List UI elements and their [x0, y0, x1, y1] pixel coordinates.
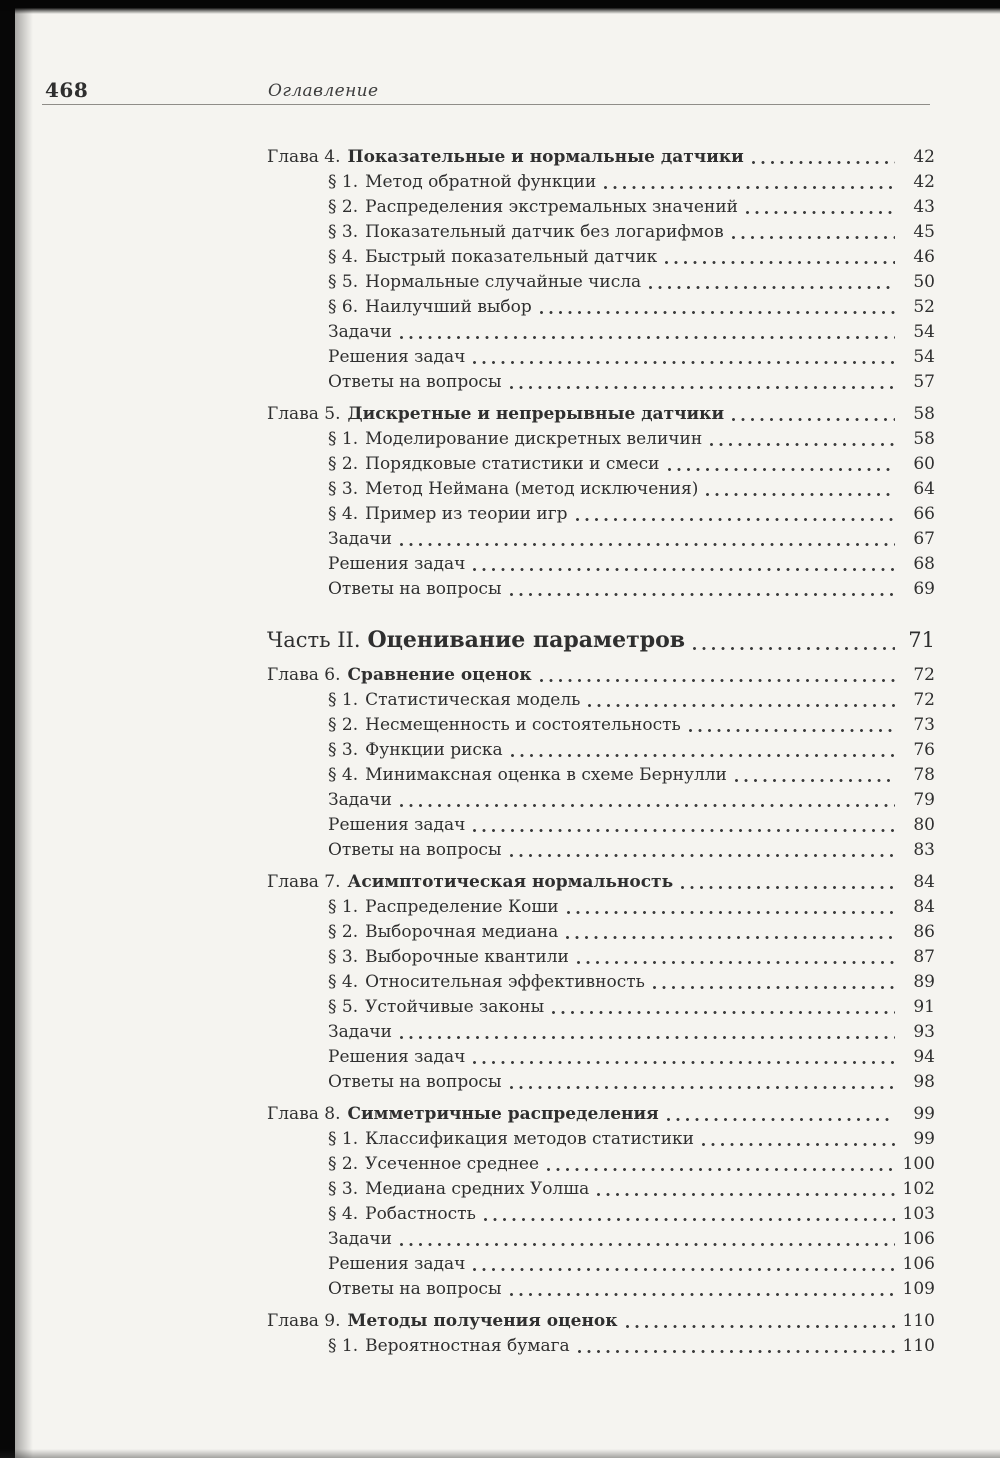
item-title: Порядковые статистики и смеси — [365, 454, 660, 474]
page-ref: 110 — [902, 1311, 935, 1331]
toc-item-row — [267, 370, 935, 395]
dot-leader — [587, 702, 895, 709]
toc-item-row — [267, 813, 935, 838]
dot-leader — [472, 566, 895, 573]
dot-leader — [399, 1034, 895, 1041]
item-title: Быстрый показательный датчик — [365, 247, 658, 267]
page-ref: 87 — [913, 947, 935, 967]
dot-leader — [539, 309, 895, 316]
page-ref: 64 — [913, 479, 935, 499]
running-title: Оглавление — [268, 81, 379, 101]
dot-leader — [625, 1323, 895, 1330]
toc-item-row — [267, 763, 935, 788]
item-title: Ответы на вопросы — [328, 840, 502, 860]
toc-item-row — [267, 895, 935, 920]
dot-leader — [472, 1059, 895, 1066]
chapter-label: Глава 8. — [267, 1104, 341, 1124]
item-title: Нормальные случайные числа — [365, 272, 642, 292]
item-title: Решения задач — [328, 347, 466, 367]
dot-leader — [509, 1291, 896, 1298]
item-title: Пример из теории игр — [365, 504, 568, 524]
dot-leader — [734, 777, 895, 784]
toc-item-row — [267, 970, 935, 995]
toc-item-row — [267, 1127, 935, 1152]
chapter-title: Дискретные и непрерывные датчики — [347, 404, 725, 424]
page-ref: 83 — [913, 840, 935, 860]
item-label: § 4. — [328, 504, 359, 524]
toc-item-row — [267, 195, 935, 220]
scan-edge-left — [0, 0, 15, 1458]
page-ref: 46 — [913, 247, 935, 267]
page-ref: 79 — [913, 790, 935, 810]
item-title: Задачи — [328, 1022, 392, 1042]
page-ref: 43 — [913, 197, 935, 217]
page-ref: 45 — [913, 222, 935, 242]
chapter-heading-row — [267, 870, 935, 895]
item-title: Выборочные квантили — [365, 947, 569, 967]
page-ref: 42 — [913, 172, 935, 192]
item-title: Показательный датчик без логарифмов — [365, 222, 724, 242]
toc-item-row — [267, 995, 935, 1020]
scan-edge-left-shadow — [15, 0, 33, 1458]
item-title: Устойчивые законы — [365, 997, 545, 1017]
dot-leader — [692, 645, 895, 652]
item-label: § 3. — [328, 1179, 359, 1199]
dot-leader — [509, 852, 896, 859]
page-number: 468 — [45, 78, 89, 102]
page-ref: 54 — [913, 322, 935, 342]
page-ref: 72 — [913, 665, 935, 685]
item-title: Усеченное среднее — [365, 1154, 540, 1174]
dot-leader — [577, 1348, 895, 1355]
page-ref: 93 — [913, 1022, 935, 1042]
item-title: Несмещенность и состоятельность — [365, 715, 681, 735]
chapter-title: Методы получения оценок — [347, 1311, 618, 1331]
toc-item-row — [267, 577, 935, 602]
chapter-title: Сравнение оценок — [347, 665, 532, 685]
item-label: § 4. — [328, 1204, 359, 1224]
item-title: Наилучший выбор — [365, 297, 532, 317]
toc-item-row — [267, 1177, 935, 1202]
dot-leader — [688, 727, 895, 734]
chapter-label: Глава 6. — [267, 665, 341, 685]
item-title: Статистическая модель — [365, 690, 581, 710]
dot-leader — [399, 1241, 895, 1248]
item-title: Задачи — [328, 790, 392, 810]
item-title: Ответы на вопросы — [328, 1279, 502, 1299]
dot-leader — [509, 591, 896, 598]
item-title: Относительная эффективность — [365, 972, 645, 992]
page-ref: 58 — [913, 404, 935, 424]
dot-leader — [652, 984, 895, 991]
toc-item-row — [267, 920, 935, 945]
toc-section — [267, 402, 935, 602]
chapter-title: Симметричные распределения — [347, 1104, 659, 1124]
item-label: § 1. — [328, 897, 359, 917]
dot-leader — [483, 1216, 895, 1223]
page-ref: 58 — [913, 429, 935, 449]
toc-item-row — [267, 345, 935, 370]
chapter-heading-row — [267, 1309, 935, 1334]
toc — [267, 138, 935, 1359]
item-title: Решения задач — [328, 554, 466, 574]
page-ref: 72 — [913, 690, 935, 710]
dot-leader — [399, 802, 895, 809]
item-label: § 1. — [328, 172, 359, 192]
toc-item-row — [267, 738, 935, 763]
dot-leader — [664, 259, 895, 266]
chapter-heading-row — [267, 402, 935, 427]
part-label: Часть II. — [267, 628, 361, 652]
toc-item-row — [267, 527, 935, 552]
item-label: § 5. — [328, 272, 359, 292]
dot-leader — [575, 516, 895, 523]
item-label: § 2. — [328, 197, 359, 217]
page-ref: 68 — [913, 554, 935, 574]
item-label: § 3. — [328, 740, 359, 760]
dot-leader — [551, 1009, 895, 1016]
page-ref: 60 — [913, 454, 935, 474]
page-ref: 86 — [913, 922, 935, 942]
item-label: § 1. — [328, 1129, 359, 1149]
toc-section — [267, 870, 935, 1095]
toc-item-row — [267, 1252, 935, 1277]
dot-leader — [751, 159, 895, 166]
toc-item-row — [267, 320, 935, 345]
page-ref: 67 — [913, 529, 935, 549]
page-ref: 99 — [913, 1129, 935, 1149]
page-ref: 110 — [902, 1336, 935, 1356]
part-title: Оценивание параметров — [367, 627, 686, 653]
toc-item-row — [267, 688, 935, 713]
dot-leader — [680, 884, 895, 891]
item-title: Классификация методов статистики — [365, 1129, 694, 1149]
page-ref: 102 — [902, 1179, 935, 1199]
part-heading-row — [267, 625, 935, 656]
item-label: § 1. — [328, 690, 359, 710]
toc-section — [267, 145, 935, 395]
page-ref: 73 — [913, 715, 935, 735]
toc-item-row — [267, 552, 935, 577]
toc-item-row — [267, 477, 935, 502]
dot-leader — [705, 491, 895, 498]
page-ref: 78 — [913, 765, 935, 785]
item-title: Моделирование дискретных величин — [365, 429, 703, 449]
dot-leader — [539, 677, 895, 684]
toc-section — [267, 1309, 935, 1359]
toc-item-row — [267, 170, 935, 195]
item-label: § 4. — [328, 765, 359, 785]
dot-leader — [565, 934, 895, 941]
item-title: Решения задач — [328, 1254, 466, 1274]
dot-leader — [603, 184, 895, 191]
item-label: § 3. — [328, 479, 359, 499]
chapter-label: Глава 9. — [267, 1311, 341, 1331]
page-ref: 54 — [913, 347, 935, 367]
item-title: Медиана средних Уолша — [365, 1179, 590, 1199]
item-title: Робастность — [365, 1204, 476, 1224]
page-ref: 94 — [913, 1047, 935, 1067]
item-label: § 2. — [328, 454, 359, 474]
toc-item-row — [267, 427, 935, 452]
item-title: Решения задач — [328, 815, 466, 835]
item-label: § 1. — [328, 1336, 359, 1356]
dot-leader — [472, 827, 895, 834]
toc-item-row — [267, 270, 935, 295]
page-ref: 42 — [913, 147, 935, 167]
item-title: Ответы на вопросы — [328, 1072, 502, 1092]
toc-item-row — [267, 1277, 935, 1302]
item-title: Задачи — [328, 322, 392, 342]
chapter-heading-row — [267, 663, 935, 688]
item-title: Метод Неймана (метод исключения) — [365, 479, 699, 499]
page-ref: 109 — [902, 1279, 935, 1299]
page-ref: 57 — [913, 372, 935, 392]
item-label: § 2. — [328, 922, 359, 942]
page-ref: 84 — [913, 872, 935, 892]
item-title: Выборочная медиана — [365, 922, 559, 942]
toc-item-row — [267, 502, 935, 527]
page-ref: 91 — [913, 997, 935, 1017]
item-label: § 4. — [328, 247, 359, 267]
dot-leader — [546, 1166, 895, 1173]
toc-item-row — [267, 713, 935, 738]
dot-leader — [709, 441, 895, 448]
dot-leader — [472, 1266, 895, 1273]
item-title: Решения задач — [328, 1047, 466, 1067]
toc-item-row — [267, 838, 935, 863]
toc-item-row — [267, 245, 935, 270]
page-ref: 99 — [913, 1104, 935, 1124]
page-ref: 98 — [913, 1072, 935, 1092]
dot-leader — [701, 1141, 895, 1148]
page-ref: 106 — [902, 1254, 935, 1274]
chapter-label: Глава 4. — [267, 147, 341, 167]
item-label: § 5. — [328, 997, 359, 1017]
dot-leader — [731, 416, 895, 423]
item-title: Ответы на вопросы — [328, 372, 502, 392]
item-title: Функции риска — [365, 740, 503, 760]
item-label: § 6. — [328, 297, 359, 317]
dot-leader — [509, 1084, 896, 1091]
dot-leader — [472, 359, 895, 366]
toc-item-row — [267, 1045, 935, 1070]
toc-item-row — [267, 1227, 935, 1252]
item-label: § 2. — [328, 715, 359, 735]
item-title: Минимаксная оценка в схеме Бернулли — [365, 765, 727, 785]
header-rule — [42, 104, 930, 105]
toc-item-row — [267, 1070, 935, 1095]
dot-leader — [667, 466, 896, 473]
page-ref: 84 — [913, 897, 935, 917]
item-label: § 3. — [328, 947, 359, 967]
item-title: Метод обратной функции — [365, 172, 597, 192]
chapter-label: Глава 7. — [267, 872, 341, 892]
chapter-heading-row — [267, 145, 935, 170]
dot-leader — [566, 909, 895, 916]
item-label: § 3. — [328, 222, 359, 242]
page-ref: 80 — [913, 815, 935, 835]
toc-item-row — [267, 220, 935, 245]
dot-leader — [648, 284, 895, 291]
item-title: Задачи — [328, 529, 392, 549]
dot-leader — [509, 384, 896, 391]
toc-section — [267, 1102, 935, 1302]
page-ref: 71 — [908, 628, 935, 652]
scan-edge-bottom — [0, 1449, 1000, 1458]
toc-item-row — [267, 788, 935, 813]
page-ref: 100 — [902, 1154, 935, 1174]
item-title: Задачи — [328, 1229, 392, 1249]
item-title: Вероятностная бумага — [365, 1336, 570, 1356]
toc-item-row — [267, 1334, 935, 1359]
toc-section — [267, 663, 935, 863]
toc-item-row — [267, 295, 935, 320]
toc-section — [267, 625, 935, 656]
toc-item-row — [267, 1020, 935, 1045]
page-ref: 89 — [913, 972, 935, 992]
page-ref: 76 — [913, 740, 935, 760]
page-ref: 66 — [913, 504, 935, 524]
dot-leader — [399, 334, 895, 341]
item-label: § 1. — [328, 429, 359, 449]
toc-item-row — [267, 1152, 935, 1177]
item-label: § 2. — [328, 1154, 359, 1174]
item-title: Ответы на вопросы — [328, 579, 502, 599]
chapter-title: Показательные и нормальные датчики — [347, 147, 744, 167]
dot-leader — [745, 209, 895, 216]
page-ref: 52 — [913, 297, 935, 317]
chapter-title: Асимптотическая нормальность — [347, 872, 674, 892]
scan-edge-top — [0, 0, 1000, 14]
toc-item-row — [267, 452, 935, 477]
dot-leader — [576, 959, 895, 966]
chapter-heading-row — [267, 1102, 935, 1127]
chapter-label: Глава 5. — [267, 404, 341, 424]
item-label: § 4. — [328, 972, 359, 992]
dot-leader — [731, 234, 895, 241]
item-title: Распределения экстремальных значений — [365, 197, 738, 217]
page-ref: 50 — [913, 272, 935, 292]
dot-leader — [510, 752, 895, 759]
toc-item-row — [267, 1202, 935, 1227]
dot-leader — [596, 1191, 895, 1198]
page-ref: 103 — [902, 1204, 935, 1224]
page-ref: 106 — [902, 1229, 935, 1249]
item-title: Распределение Коши — [365, 897, 559, 917]
toc-item-row — [267, 945, 935, 970]
page-ref: 69 — [913, 579, 935, 599]
dot-leader — [399, 541, 895, 548]
dot-leader — [666, 1116, 895, 1123]
